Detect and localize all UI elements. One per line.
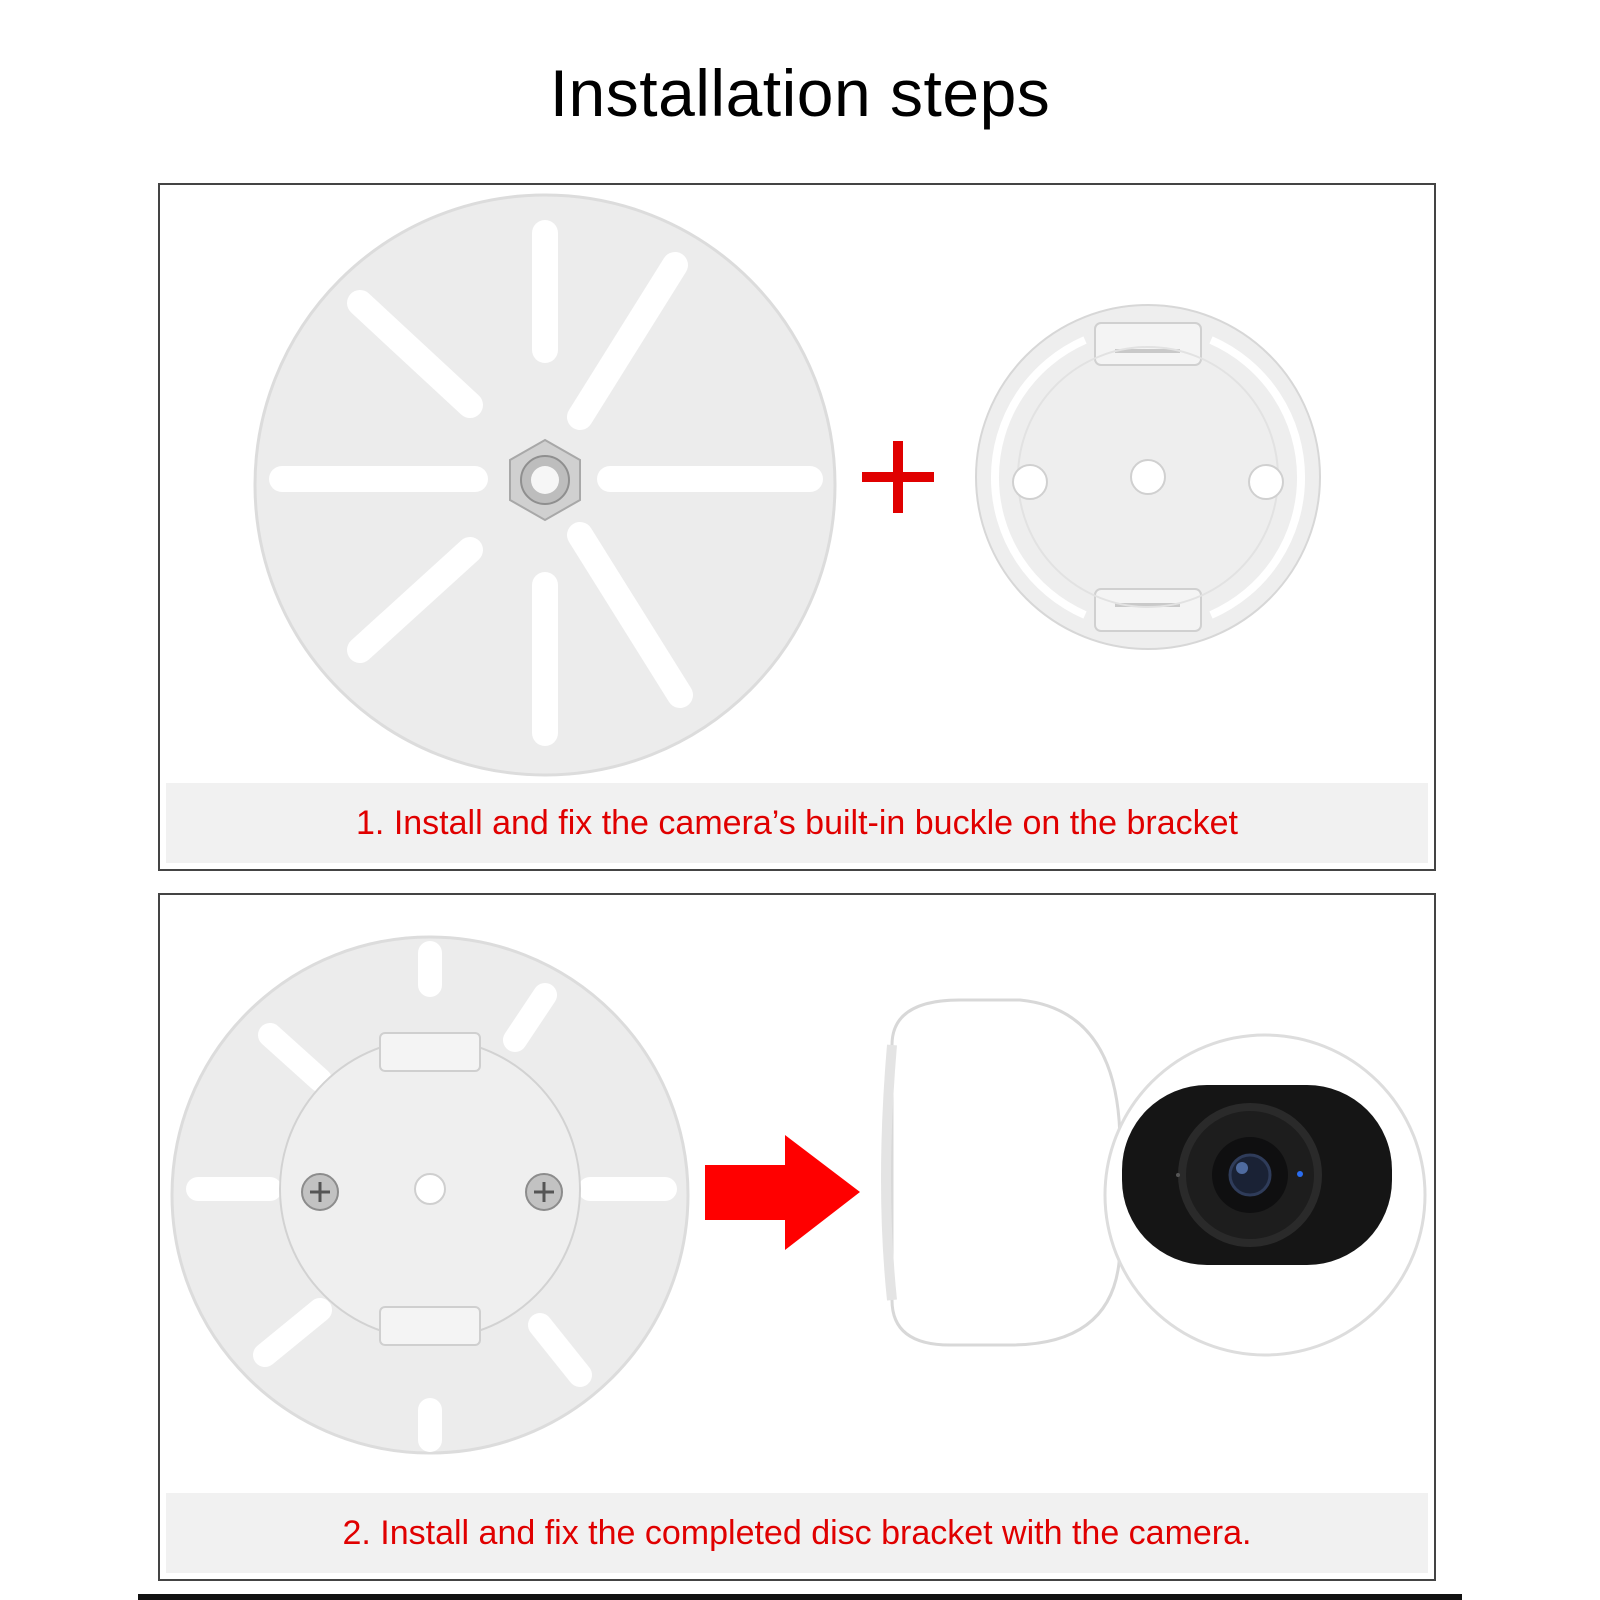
page-title: Installation steps: [549, 56, 1051, 130]
step-2-panel: [158, 893, 1436, 1581]
screw-icon: [302, 1174, 338, 1210]
buckle-mount: [976, 305, 1320, 649]
bottom-divider: [138, 1594, 1462, 1600]
step-1-caption-bar: [166, 783, 1428, 863]
assembled-disc-bracket: [172, 937, 688, 1453]
step-2-illustration: [160, 895, 1434, 1495]
step-2-caption: 2. Install and fix the completed disc bracket with the camera.: [342, 1513, 1252, 1552]
step-1-illustration: [160, 185, 1434, 785]
security-camera: [886, 1000, 1425, 1355]
slotted-disc-plate: [255, 195, 835, 775]
right-arrow-icon: [705, 1135, 860, 1250]
plus-icon: [862, 441, 934, 513]
step-1-caption: 1. Install and fix the camera’s built-in buckle on the bracket: [356, 803, 1238, 842]
screw-icon: [526, 1174, 562, 1210]
step-1-panel: [158, 183, 1436, 871]
step-2-caption-bar: [166, 1493, 1428, 1573]
